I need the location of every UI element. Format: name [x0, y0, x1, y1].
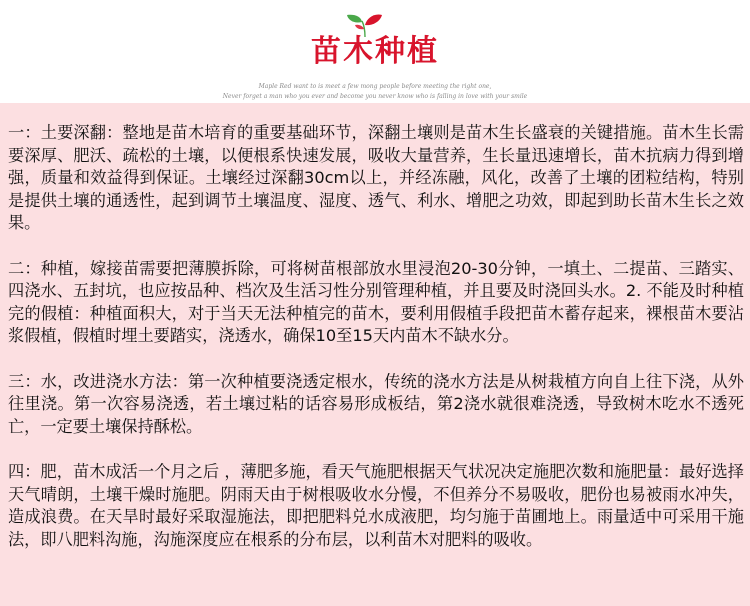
paragraph-fertilizer: 四：肥，苗木成活一个月之后 ，薄肥多施，看天气施肥根据天气状况决定施肥次数和施肥量：最好选择天气晴朗，土壤干燥时施肥。阴雨天由于树根吸收水分慢，不但养分不易吸收，肥份也易被雨水冲失，造成浪费。在天旱时最好采取湿施法，即把肥料兑水成液肥，均匀施于苗圃地上。雨量适中可采用干施法，即八肥料沟施，沟施深度应在根系的分布层，以利苗木对肥料的吸收。	[8, 461, 744, 549]
tagline-line-2: Never forget a man who you ever and become you never know who is falling in love with your smile	[222, 93, 528, 100]
header	[0, 0, 750, 103]
paragraph-watering: 三：水，改进浇水方法：第一次种植要浇透定根水，传统的浇水方法是从树栽植方向自上往下浇，从外往里浇。第一次容易浇透，若土壤过粘的话容易形成板结，第2浇水就很难浇透，导致树木吃水不透死亡，一定要土壤保持酥松。	[8, 371, 744, 436]
article-body	[0, 103, 750, 606]
page-title: 苗木种植	[311, 34, 439, 69]
paragraph-planting: 二：种植，嫁接苗需要把薄膜拆除，可将树苗根部放水里浸泡20-30分钟，一填土、二提苗、三踏实、四浇水、五封坑，也应按品种、档次及生活习性分别管理种植，并且要及时浇回头水。2. 不能及时种植完的假植：种植面积大，对于当天无法种植完的苗木，要利用假植手段把苗木蓄存起来，裸根苗木要沾浆假植，假植时埋土要踏实，浇透水，确保10至15天内苗木不缺水分。	[8, 258, 744, 346]
tagline-line-1: Maple Red want to is meet a few mong people before meeting the right one,	[258, 83, 492, 90]
paragraph-soil: 一：土要深翻：整地是苗木培育的重要基础环节，深翻土壤则是苗木生长盛衰的关键措施。苗木生长需要深厚、肥沃、疏松的土壤，以便根系快速发展，吸收大量营养，生长量迅速增长，苗木抗病力得到增强，质量和效益得到保证。土壤经过深翻30cm以上，并经冻融，风化，改善了土壤的团粒结构，特别是提供土壤的通透性，起到调节土壤温度、湿度、透气、利水、增肥之功效，即起到助长苗木生长之效果。	[8, 123, 744, 233]
